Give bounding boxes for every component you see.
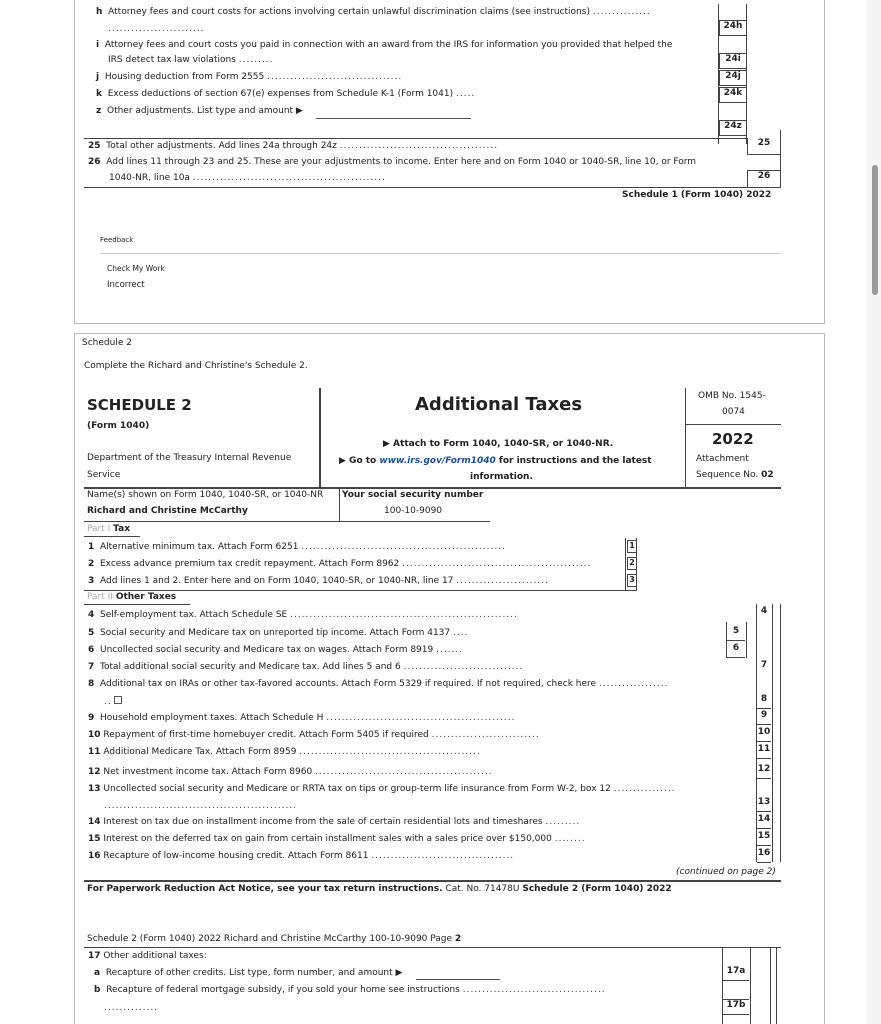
names-label: Name(s) shown on Form 1040, 1040-SR, or 1040-NR	[87, 490, 324, 500]
box-24i[interactable]: 24i	[719, 53, 747, 69]
line-17a: a Recapture of other credits. List type, form number, and amount ▶	[94, 968, 403, 978]
box-16[interactable]: 16	[757, 848, 771, 863]
info-line: information.	[470, 472, 533, 482]
panel2-border-left	[74, 333, 75, 1024]
line-13: 13 Uncollected social security and Medicare or RRTA tax on tips or group-term life insurance from Form W-2, box 12 ................	[88, 784, 676, 794]
box-26[interactable]: 26	[747, 170, 780, 188]
line-10: 10 Repayment of first-time homebuyer credit. Attach Form 5405 if required ............................	[88, 730, 540, 740]
line-24k: k Excess deductions of section 67(e) expenses from Schedule K-1 (Form 1041) .....	[96, 89, 476, 99]
line-5: 5 Social security and Medicare tax on unreported tip income. Attach Form 4137 ....	[88, 628, 469, 638]
form-number: (Form 1040)	[87, 421, 150, 431]
box-3[interactable]: 3	[627, 574, 637, 587]
line-6: 6 Uncollected social security and Medicare tax on wages. Attach Form 8919 .......	[88, 645, 464, 655]
other-adjustments-input[interactable]	[316, 118, 471, 119]
line-9: 9 Household employment taxes. Attach Schedule H .................................................	[88, 713, 516, 723]
attach-line: ▶ Attach to Form 1040, 1040-SR, or 1040-NR.	[383, 439, 614, 449]
box-10[interactable]: 10	[757, 727, 771, 742]
form-title: Additional Taxes	[415, 394, 583, 415]
box-17b[interactable]: 17b	[723, 999, 749, 1015]
box-12[interactable]: 12	[757, 764, 771, 779]
line-14: 14 Interest on tax due on installment income from the sale of certain residential lots and timeshares .........	[88, 817, 581, 827]
box-1[interactable]: 1	[627, 540, 637, 553]
department: Department of the Treasury Internal Revenue	[87, 453, 292, 463]
attachment-label: Attachment	[696, 454, 749, 464]
ssn-label: Your social security number	[342, 490, 484, 500]
continued-note: (continued on page 2)	[676, 867, 776, 877]
box-11[interactable]: 11	[757, 744, 771, 759]
box-15[interactable]: 15	[757, 831, 771, 846]
check-my-work-link[interactable]: Check My Work	[107, 264, 165, 273]
box-24j[interactable]: 24j	[719, 70, 747, 86]
box-5[interactable]: 5	[727, 626, 745, 641]
schedule1-footer: Schedule 1 (Form 1040) 2022	[622, 190, 772, 200]
sequence-number: Sequence No. 02	[696, 470, 774, 480]
names-value[interactable]: Richard and Christine McCarthy	[87, 506, 248, 516]
line-2: 2 Excess advance premium tax credit repayment. Attach Form 8962 .................................................	[88, 559, 592, 569]
feedback-label: Feedback	[100, 236, 134, 244]
box-13[interactable]: 13	[757, 797, 771, 812]
box-25[interactable]: 25	[747, 138, 780, 155]
section-title: Schedule 2	[82, 338, 132, 348]
ssn-value[interactable]: 100-10-9090	[384, 506, 443, 516]
paperwork-notice: For Paperwork Reduction Act Notice, see your tax return instructions. Cat. No. 71478U Schedule 2 (Form 1040) 2022	[87, 884, 672, 894]
line-7: 7 Total additional social security and Medicare tax. Add lines 5 and 6 ...............................	[88, 662, 524, 672]
line-11: 11 Additional Medicare Tax. Attach Form 8959 ...............................................	[88, 747, 481, 757]
box-24k[interactable]: 24k	[719, 87, 747, 103]
box-9[interactable]: 9	[757, 710, 771, 725]
box-24z[interactable]: 24z	[719, 120, 747, 136]
schedule-title: SCHEDULE 2	[87, 396, 192, 414]
line-24z: z Other adjustments. List type and amount ▶	[96, 106, 303, 116]
feedback-result: Incorrect	[107, 280, 145, 290]
goto-line: ▶ Go to www.irs.gov/Form1040 for instructions and the latest	[339, 456, 652, 466]
line-15: 15 Interest on the deferred tax on gain from certain installment sales with a sales price over $150,000 ........	[88, 834, 586, 844]
line-4: 4 Self-employment tax. Attach Schedule SE ...........................................................	[88, 610, 518, 620]
line-17b: b Recapture of federal mortgage subsidy, if you sold your home see instructions .....................................	[94, 985, 606, 995]
irs-link[interactable]: www.irs.gov/Form1040	[379, 456, 496, 466]
scrollbar-track[interactable]	[867, 0, 881, 1024]
line-24h: h Attorney fees and court costs for actions involving certain unlawful discrimination claims (see instructions) ...............	[96, 7, 651, 17]
panel-border-bottom	[74, 323, 825, 324]
box-8[interactable]: 8	[757, 694, 771, 709]
line-8-checkbox[interactable]	[114, 696, 122, 704]
omb-number: OMB No. 1545-	[698, 391, 766, 401]
box-7[interactable]: 7	[757, 660, 771, 674]
line-24i: i Attorney fees and court costs you paid in connection with an award from the IRS for information you provided that helped the	[96, 40, 673, 50]
panel-border-right	[824, 0, 825, 324]
scrollbar-thumb[interactable]	[872, 165, 878, 295]
box-14[interactable]: 14	[757, 814, 771, 829]
line-8: 8 Additional tax on IRAs or other tax-favored accounts. Attach Form 5329 if required. If not required, check here ..................	[88, 679, 669, 689]
line-16: 16 Recapture of low-income housing credit. Attach Form 8611 .....................................	[88, 851, 515, 861]
panel-border-left	[74, 0, 75, 324]
box-6[interactable]: 6	[727, 643, 745, 658]
tax-year: 2022	[712, 430, 754, 448]
part1-header: Part I Tax	[87, 524, 131, 534]
panel2-border-top	[74, 333, 825, 334]
box-4[interactable]: 4	[757, 606, 771, 620]
box-17a[interactable]: 17a	[723, 966, 749, 981]
line-3: 3 Add lines 1 and 2. Enter here and on Form 1040, 1040-SR, or 1040-NR, line 17 ........................	[88, 576, 549, 586]
line-17: 17 Other additional taxes:	[88, 951, 207, 961]
part2-header: Part II Other Taxes	[87, 592, 177, 602]
line-24j: j Housing deduction from Form 2555 ...................................	[96, 72, 403, 82]
line-26: 26 Add lines 11 through 23 and 25. These are your adjustments to income. Enter here and on Form 1040 or 1040-SR, line 10, or Form	[88, 157, 697, 167]
service: Service	[87, 470, 121, 480]
recapture-credits-input[interactable]	[416, 979, 500, 980]
section-instruction: Complete the Richard and Christine's Schedule 2.	[84, 361, 308, 371]
line-12: 12 Net investment income tax. Attach Form 8960 ..............................................	[88, 767, 493, 777]
line-1: 1 Alternative minimum tax. Attach Form 6251 .....................................................	[88, 542, 506, 552]
panel2-border-right	[824, 333, 825, 1024]
box-24h[interactable]: 24h	[719, 20, 747, 36]
line-25: 25 Total other adjustments. Add lines 24a through 24z .........................................	[88, 141, 499, 151]
page2-header: Schedule 2 (Form 1040) 2022 Richard and Christine McCarthy 100-10-9090 Page 2	[87, 934, 462, 944]
box-2[interactable]: 2	[627, 557, 637, 570]
